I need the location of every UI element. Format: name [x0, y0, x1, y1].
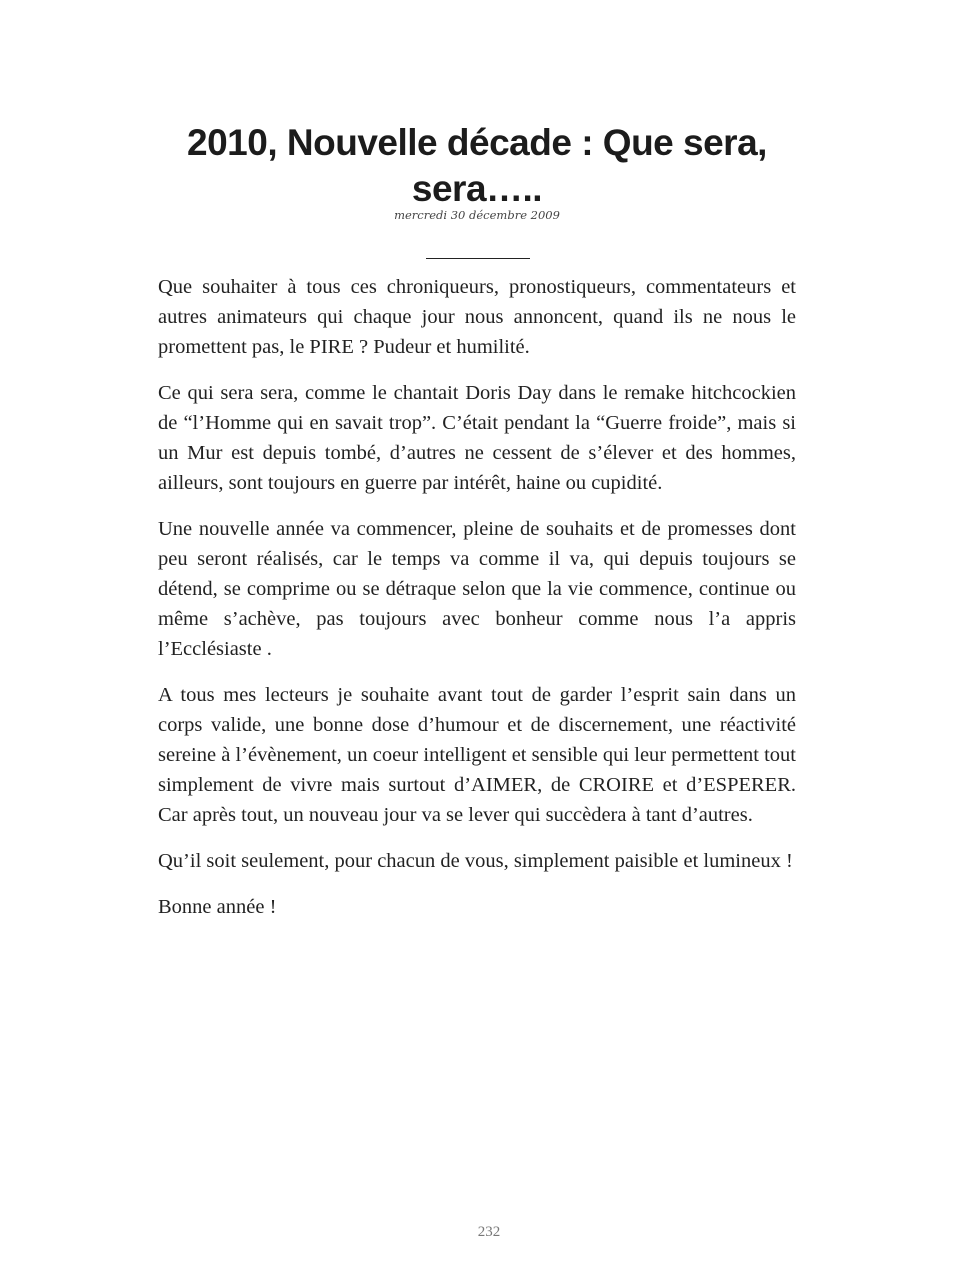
page-number: 232: [477, 1224, 501, 1240]
article-body: [158, 272, 796, 922]
article-date: mercredi 30 décembre 2009: [394, 208, 560, 222]
paragraph: Qu’il soit seulement, pour chacun de vous, simplement paisible et lumineux !: [158, 850, 793, 872]
paragraph: Que souhaiter à tous ces chroniqueurs, pronostiqueurs, commentateurs et autres animateurs qui chaque jour nous annoncent, quand ils ne nous le promettent pas, le PIRE ? Pudeur et humilité.: [158, 276, 796, 358]
paragraph: Une nouvelle année va commencer, pleine de souhaits et de promesses dont peu seront réalisés, car le temps va comme il va, qui depuis toujours se détend, se comprime ou se détraque selon que la vie commence, continue ou même s’achève, pas toujours avec bonheur comme nous l’a appris l’Ecclésiaste .: [158, 518, 796, 660]
paragraph: Ce qui sera sera, comme le chantait Doris Day dans le remake hitchcockien de “l’Homme qui en savait trop”. C’était pendant la “Guerre froide”, mais si un Mur est depuis tombé, d’autres ne cessent de s’élever et des hommes, ailleurs, sont toujours en guerre par intérêt, haine ou cupidité.: [158, 382, 796, 494]
article-title: 2010, Nouvelle décade : Que sera, sera…..: [187, 122, 767, 209]
paragraph: Bonne année !: [158, 896, 277, 918]
title-separator: [426, 258, 530, 259]
paragraph: A tous mes lecteurs je souhaite avant tout de garder l’esprit sain dans un corps valide, une bonne dose d’humour et de discernement, une réactivité sereine à l’évènement, un coeur intelligent et sensible qui leur permettent tout simplement de vivre mais surtout d’AIMER, de CROIRE et d’ESPERER. Car après tout, un nouveau jour va se lever qui succèdera à tant d’autres.: [158, 684, 796, 826]
